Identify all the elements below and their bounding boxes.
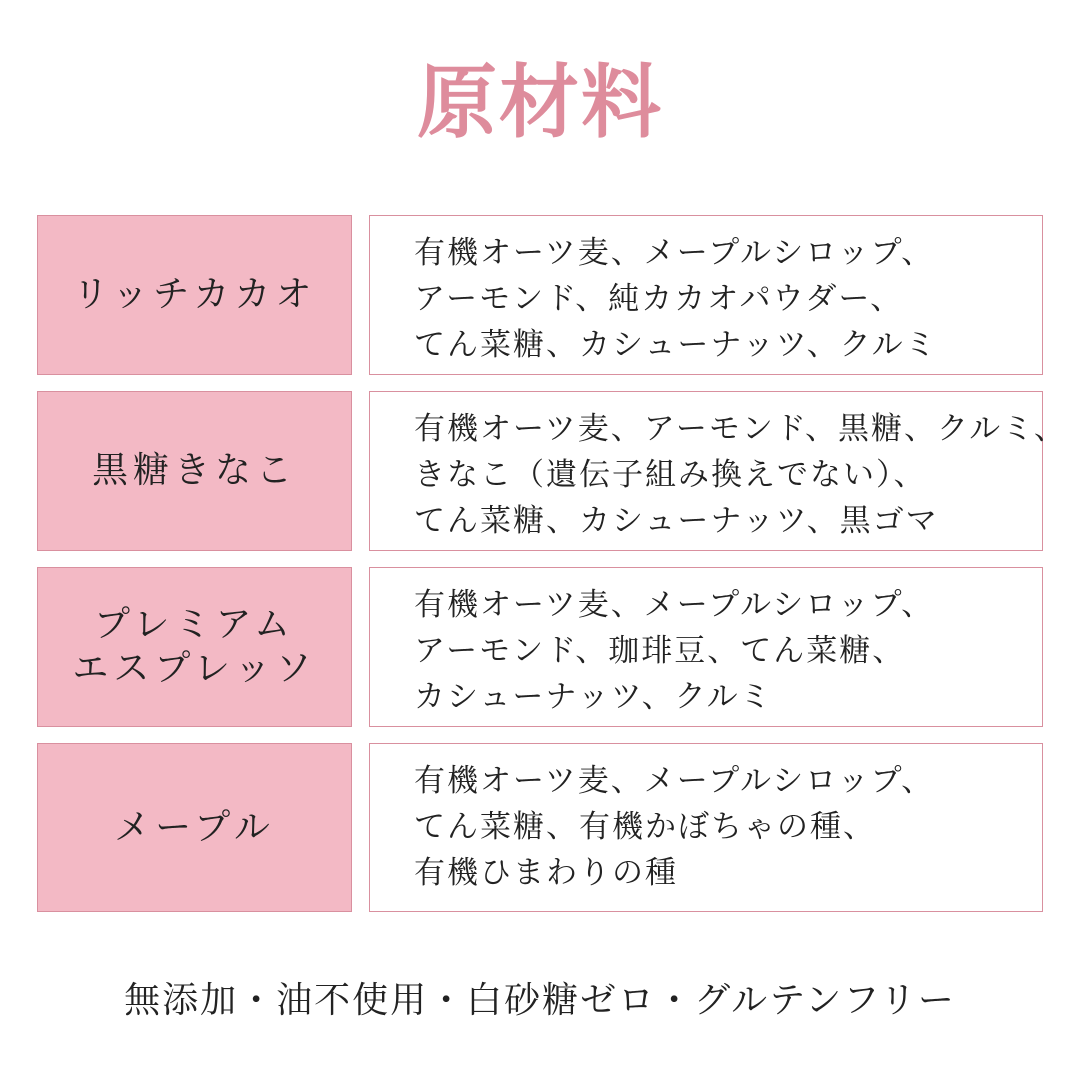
ingredient-line: アーモンド、純カカオパウダー、	[414, 281, 904, 317]
ingredients-cell	[369, 743, 1043, 912]
ingredients-cell	[369, 215, 1043, 375]
ingredient-line: アーモンド、珈琲豆、てん菜糖、	[414, 633, 906, 669]
product-name-line: エスプレッソ	[72, 648, 317, 689]
product-name-line: プレミアム	[93, 604, 296, 645]
product-name	[72, 603, 316, 691]
ingredient-line: 有機オーツ麦、アーモンド、黒糖、クルミ、	[414, 411, 1067, 447]
table-row	[37, 215, 1043, 375]
ingredients-cell	[369, 567, 1043, 727]
ingredient-line: 有機オーツ麦、メープルシロップ、	[414, 763, 935, 799]
ingredient-line: てん菜糖、有機かぼちゃの種、	[414, 809, 876, 845]
table-row	[37, 391, 1067, 551]
ingredient-line: カシューナッツ、クルミ	[414, 679, 773, 715]
product-name-line: 黒糖きなこ	[91, 450, 297, 491]
ingredients-table	[37, 215, 1067, 928]
product-name-line: メープル	[114, 806, 275, 848]
ingredient-line: きなこ（遺伝子組み換えでない）、	[414, 457, 927, 493]
product-name-line: リッチカカオ	[72, 274, 317, 315]
ingredient-line: 有機ひまわりの種	[414, 855, 678, 891]
table-row	[37, 743, 1043, 912]
ingredient-line: てん菜糖、カシューナッツ、黒ゴマ	[414, 503, 939, 539]
product-name-cell	[37, 743, 352, 912]
product-name-cell	[37, 567, 352, 727]
product-name-cell	[37, 215, 352, 375]
ingredient-line: てん菜糖、カシューナッツ、クルミ	[414, 327, 938, 363]
product-name	[73, 273, 317, 317]
feature-tagline: 無添加・油不使用・白砂糖ゼロ・グルテンフリー	[124, 980, 956, 1021]
product-name	[92, 449, 297, 493]
ingredient-line: 有機オーツ麦、メープルシロップ、	[414, 235, 935, 271]
product-name-cell	[37, 391, 352, 551]
table-row	[37, 567, 1043, 727]
ingredient-line: 有機オーツ麦、メープルシロップ、	[414, 587, 935, 623]
product-name	[114, 806, 275, 850]
page-title: 原材料	[417, 55, 663, 149]
ingredients-cell	[369, 391, 1067, 551]
